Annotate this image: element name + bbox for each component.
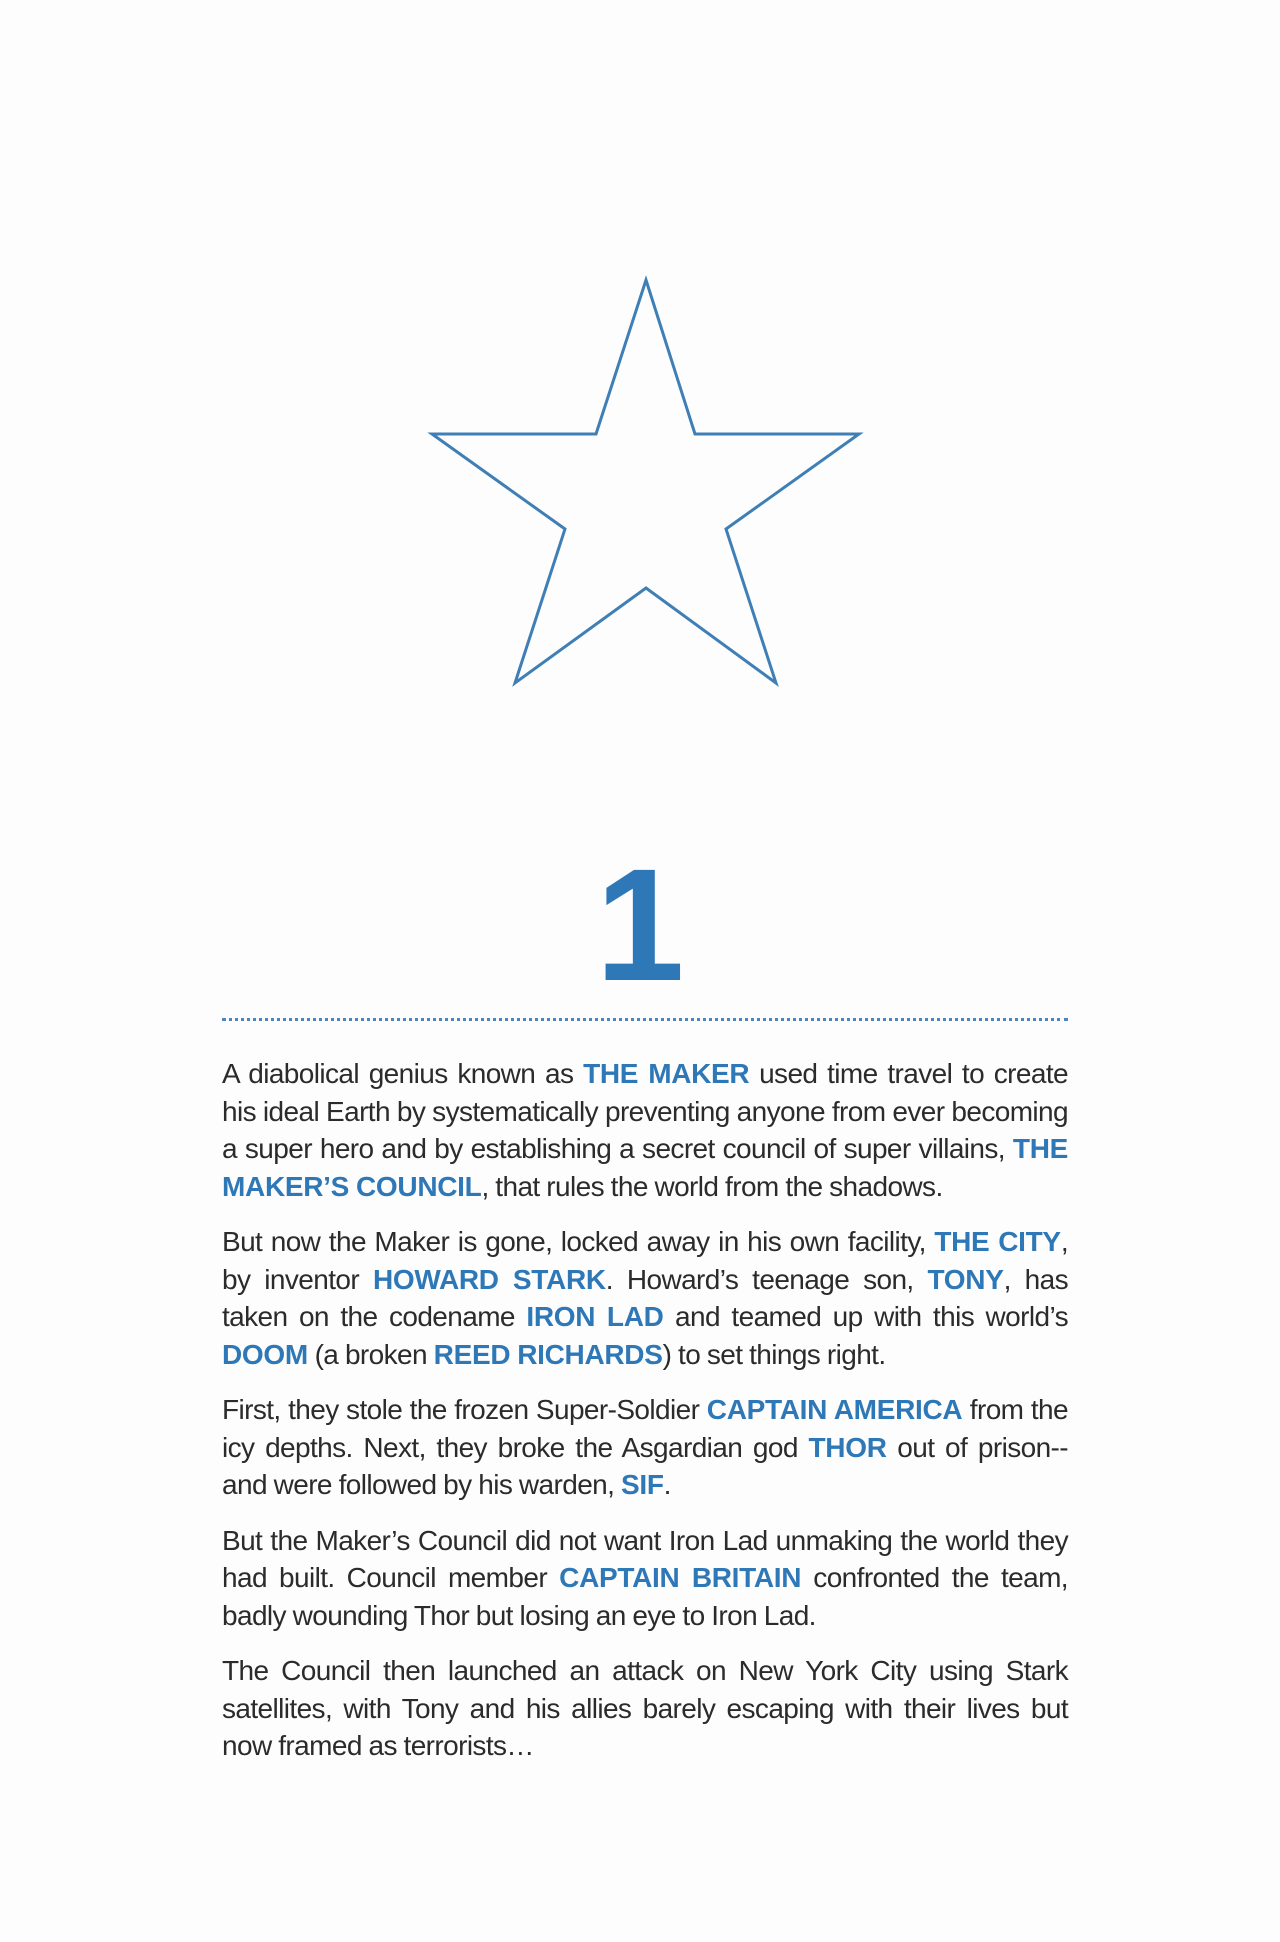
text-segment: and teamed up with this world’s xyxy=(663,1301,1068,1332)
recap-paragraph xyxy=(222,1055,1068,1205)
text-segment: But now the Maker is gone, locked away in his own facility, xyxy=(222,1226,935,1257)
highlighted-name: REED RICHARDS xyxy=(433,1338,663,1370)
chapter-number: 1 xyxy=(595,835,685,1014)
highlighted-name: DOOM xyxy=(222,1338,308,1370)
highlighted-name: SIF xyxy=(621,1469,664,1500)
recap-paragraph xyxy=(222,1391,1068,1504)
dotted-divider xyxy=(222,1018,1068,1021)
star-emblem xyxy=(0,0,1280,720)
highlighted-name: HOWARD STARK xyxy=(372,1263,606,1295)
text-segment: First, they stole the frozen Super-Soldier xyxy=(222,1394,707,1425)
text-segment: , that rules the world from the shadows. xyxy=(481,1170,943,1202)
text-segment: from the icy depths. Next, they broke the Asgardian god xyxy=(222,1394,1068,1463)
highlighted-name: THE CITY xyxy=(934,1226,1061,1257)
highlighted-name: TONY xyxy=(927,1263,1004,1295)
highlighted-name: THE MAKER’S COUNCIL xyxy=(222,1133,1068,1202)
star-outline-icon xyxy=(0,0,1280,720)
text-segment: ) to set things right. xyxy=(662,1338,886,1370)
text-segment: (a broken xyxy=(307,1338,434,1370)
highlighted-name: CAPTAIN BRITAIN xyxy=(559,1562,802,1593)
text-segment: The Council then launched an attack on New York City using Stark satellites, with Tony and his allies barely escaping with their lives but now framed as terrorists… xyxy=(222,1655,1068,1761)
text-segment: . Howard’s teenage son, xyxy=(605,1263,928,1295)
text-segment: But the Maker’s Council did not want Iron Lad unmaking the world they had built. Council member xyxy=(222,1524,1068,1593)
text-segment: out of prison--and were followed by his warden, xyxy=(222,1431,1068,1500)
text-segment: used time travel to create his ideal Earth by systematically preventing anyone from ever becoming a super hero and by establishing a secret council of super villains, xyxy=(222,1058,1068,1164)
recap-paragraph xyxy=(222,1652,1068,1765)
highlighted-name: THOR xyxy=(808,1431,887,1463)
text-segment: A diabolical genius known as xyxy=(222,1058,584,1089)
highlighted-name: IRON LAD xyxy=(526,1301,664,1332)
recap-text xyxy=(222,1055,1068,1783)
text-segment: confronted the team, badly wounding Thor but losing an eye to Iron Lad. xyxy=(222,1562,1068,1631)
star-outline-shape xyxy=(432,280,859,683)
highlighted-name: CAPTAIN AMERICA xyxy=(706,1394,963,1425)
recap-paragraph xyxy=(222,1522,1068,1635)
text-segment: , by inventor xyxy=(222,1226,1068,1295)
text-segment: , has taken on the codename xyxy=(222,1263,1068,1332)
text-segment: . xyxy=(663,1469,671,1500)
highlighted-name: THE MAKER xyxy=(583,1058,750,1089)
recap-paragraph xyxy=(222,1223,1068,1373)
